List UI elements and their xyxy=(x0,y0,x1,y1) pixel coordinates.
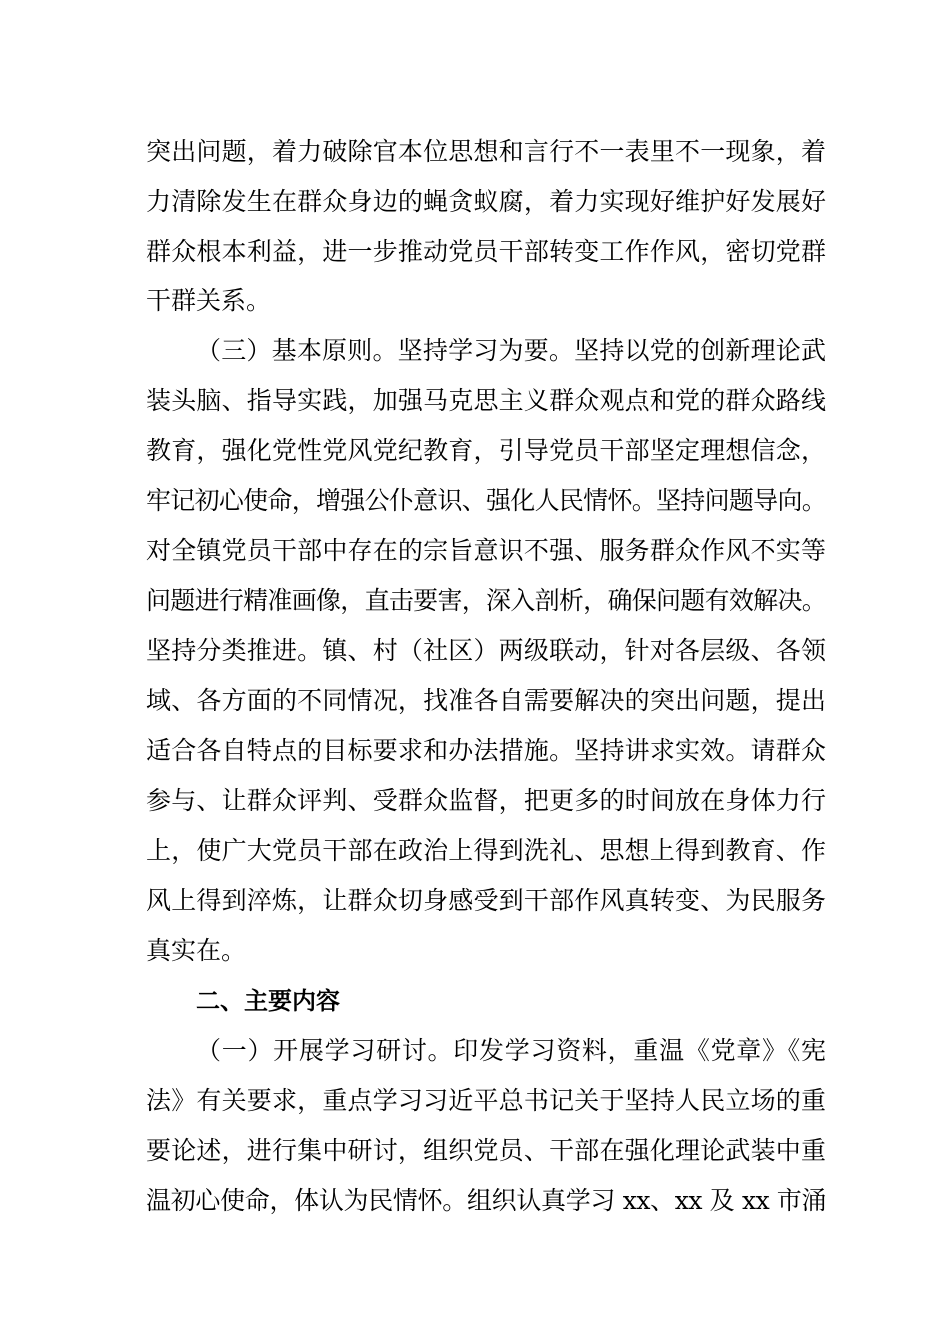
text-line: （三）基本原则。坚持学习为要。坚持以党的创新理论武 xyxy=(196,336,826,365)
text-line: 上，使广大党员干部在政治上得到洗礼、思想上得到教育、作 xyxy=(146,836,826,865)
section-heading: 二、主要内容 xyxy=(196,987,340,1015)
text-line: 力清除发生在群众身边的蝇贪蚁腐，着力实现好维护好发展好 xyxy=(146,187,826,216)
text-line: 参与、让群众评判、受群众监督，把更多的时间放在身体力行 xyxy=(146,786,826,815)
text-line: 教育，强化党性党风党纪教育，引导党员干部坚定理想信念， xyxy=(146,436,826,465)
text-line: 牢记初心使命，增强公仆意识、强化人民情怀。坚持问题导向。 xyxy=(146,486,826,515)
text-line: 装头脑、指导实践，加强马克思主义群众观点和党的群众路线 xyxy=(146,386,826,415)
text-line: 要论述，进行集中研讨，组织党员、干部在强化理论武装中重 xyxy=(146,1136,826,1165)
text-line: 真实在。 xyxy=(146,936,247,965)
text-line: 群众根本利益，进一步推动党员干部转变工作作风，密切党群 xyxy=(146,237,826,266)
text-line: 法》有关要求，重点学习习近平总书记关于坚持人民立场的重 xyxy=(146,1086,826,1115)
text-line: 域、各方面的不同情况，找准各自需要解决的突出问题，提出 xyxy=(146,686,826,715)
text-line: 适合各自特点的目标要求和办法措施。坚持讲求实效。请群众 xyxy=(146,736,826,765)
text-line: 对全镇党员干部中存在的宗旨意识不强、服务群众作风不实等 xyxy=(146,536,826,565)
text-line: 干群关系。 xyxy=(146,286,272,315)
text-line: 问题进行精准画像，直击要害，深入剖析，确保问题有效解决。 xyxy=(146,586,826,615)
text-line: （一）开展学习研讨。印发学习资料，重温《党章》《宪 xyxy=(196,1036,826,1065)
text-line: 风上得到淬炼，让群众切身感受到干部作风真转变、为民服务 xyxy=(146,886,826,915)
text-line: 温初心使命，体认为民情怀。组织认真学习 xx、xx 及 xx 市涌 xyxy=(146,1186,826,1215)
text-line: 坚持分类推进。镇、村（社区）两级联动，针对各层级、各领 xyxy=(146,636,826,665)
text-line: 突出问题，着力破除官本位思想和言行不一表里不一现象，着 xyxy=(146,137,826,166)
